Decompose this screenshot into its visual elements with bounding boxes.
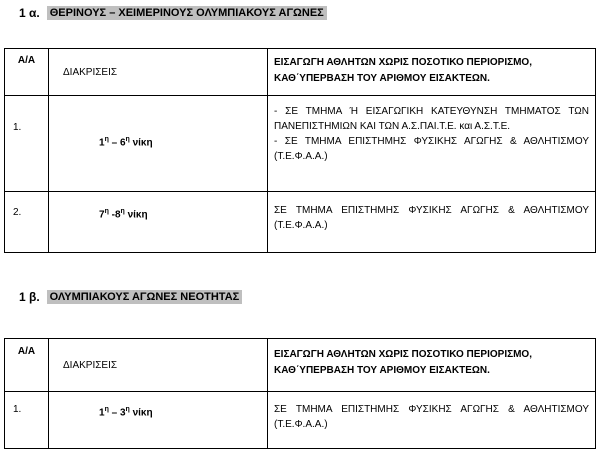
row-eisagogi: [268, 96, 596, 192]
row-diakrisi: $1^\eta - 3^\eta$ νίκη: [49, 392, 268, 449]
row-diakrisi: $1^\eta - 6^\eta$ νίκη: [49, 96, 268, 192]
header-aa: Α/Α: [5, 49, 49, 96]
section-title: ΟΛΥΜΠΙΑΚΟΥΣ ΑΓΩΝΕΣ ΝΕΟΤΗΤΑΣ: [47, 290, 243, 304]
table-header-row: [5, 49, 596, 96]
table-header-row: [5, 339, 596, 392]
table-row: [5, 392, 596, 449]
row-diakrisi: $7^\eta$ $-8^\eta$ νίκη: [49, 192, 268, 253]
section-title: ΘΕΡΙΝΟΥΣ – ΧΕΙΜΕΡΙΝΟΥΣ ΟΛΥΜΠΙΑΚΟΥΣ ΑΓΩΝΕΣ: [47, 6, 327, 20]
section-1b-heading: [19, 290, 242, 304]
eisagogi-line-2: - ΣΕ ΤΜΗΜΑ ΕΠΙΣΤΗΜΗΣ ΦΥΣΙΚΗΣ ΑΓΩΓΗΣ & ΑΘΛΗΤΙΣΜΟΥ (Τ.Ε.Φ.Α.Α.): [274, 136, 589, 162]
header-eisagogi: ΕΙΣΑΓΩΓΗ ΑΘΛΗΤΩΝ ΧΩΡΙΣ ΠΟΣΟΤΙΚΟ ΠΕΡΙΟΡΙΣΜΟ, ΚΑΘ΄ΥΠΕΡΒΑΣΗ ΤΟΥ ΑΡΙΘΜΟΥ ΕΙΣΑΚΤΕΩΝ.: [268, 339, 596, 392]
eisagogi-line-1: - ΣΕ ΤΜΗΜΑ Ή ΕΙΣΑΓΩΓΙΚΗ ΚΑΤΕΥΘΥΝΣΗ ΤΜΗΜΑΤΟΣ ΤΩΝ ΠΑΝΕΠΙΣΤΗΜΙΩΝ ΚΑΙ ΤΩΝ Α.Σ.ΠΑΙ.Τ.Ε. και Α.Σ.Τ.Ε.: [274, 106, 589, 132]
row-number: 1.: [5, 96, 49, 192]
section-number: 1 β.: [19, 290, 40, 304]
table-row: [5, 192, 596, 253]
row-number: 2.: [5, 192, 49, 253]
row-number: 1.: [5, 392, 49, 449]
header-aa: Α/Α: [5, 339, 49, 392]
table-row: [5, 96, 596, 192]
row-eisagogi: ΣΕ ΤΜΗΜΑ ΕΠΙΣΤΗΜΗΣ ΦΥΣΙΚΗΣ ΑΓΩΓΗΣ & ΑΘΛΗΤΙΣΜΟΥ (Τ.Ε.Φ.Α.Α.): [268, 392, 596, 449]
header-eisagogi: ΕΙΣΑΓΩΓΗ ΑΘΛΗΤΩΝ ΧΩΡΙΣ ΠΟΣΟΤΙΚΟ ΠΕΡΙΟΡΙΣΜΟ, ΚΑΘ΄ΥΠΕΡΒΑΣΗ ΤΟΥ ΑΡΙΘΜΟΥ ΕΙΣΑΚΤΕΩΝ.: [268, 49, 596, 96]
header-diakriseis: ΔΙΑΚΡΙΣΕΙΣ: [49, 49, 268, 96]
header-diakriseis: ΔΙΑΚΡΙΣΕΙΣ: [49, 339, 268, 392]
results-table-1a: [4, 48, 596, 253]
row-eisagogi: ΣΕ ΤΜΗΜΑ ΕΠΙΣΤΗΜΗΣ ΦΥΣΙΚΗΣ ΑΓΩΓΗΣ & ΑΘΛΗΤΙΣΜΟΥ (Τ.Ε.Φ.Α.Α.): [268, 192, 596, 253]
section-1a-heading: [19, 6, 327, 20]
section-number: 1 α.: [19, 6, 40, 20]
results-table-1b: [4, 338, 596, 449]
